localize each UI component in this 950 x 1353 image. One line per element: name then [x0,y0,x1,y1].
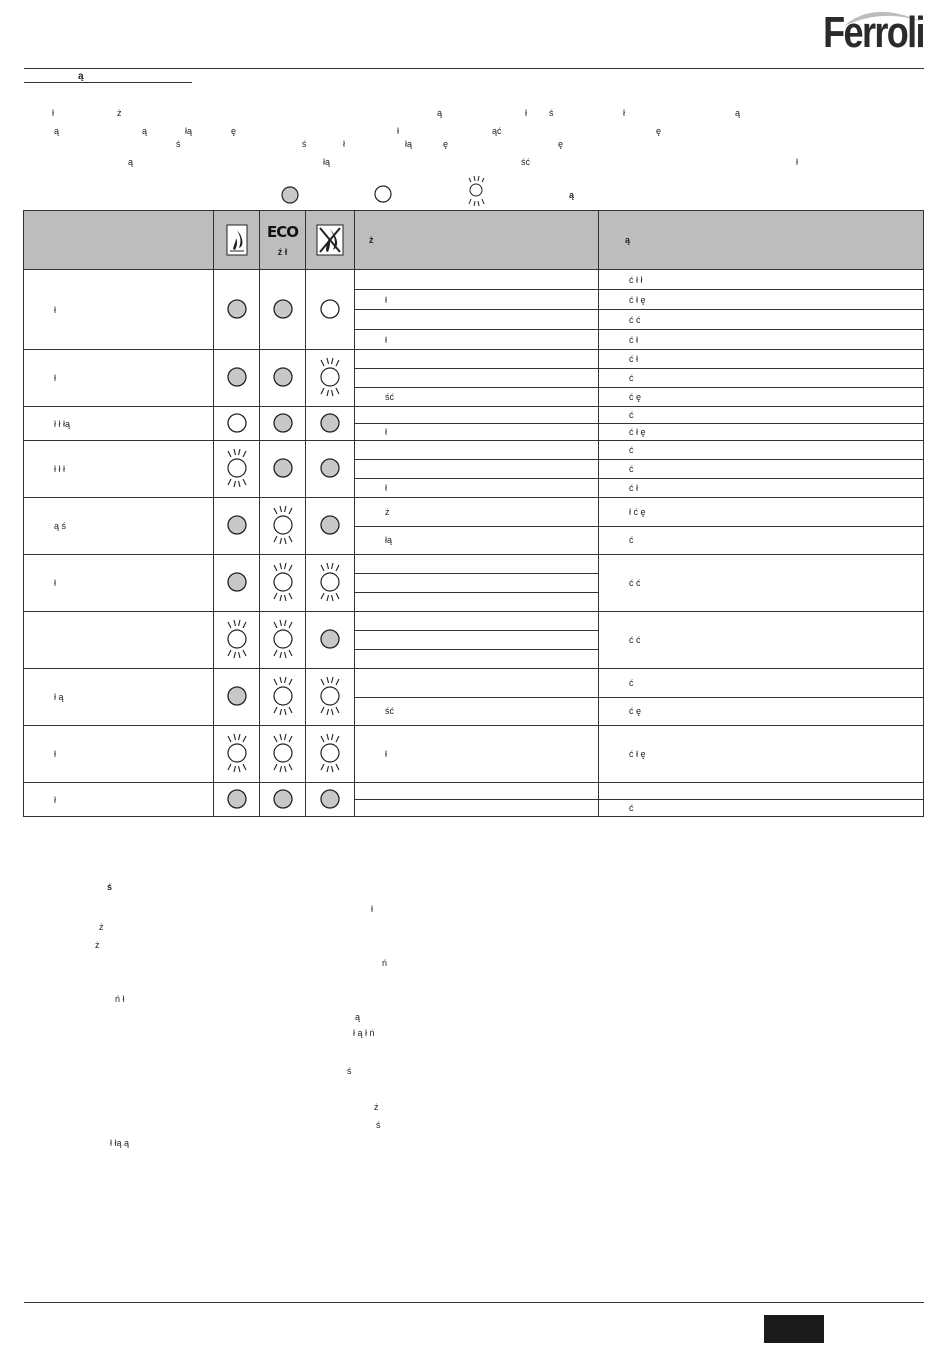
intro-text: ę [231,126,237,136]
lamp-cell [214,350,260,407]
cause-cell [355,290,599,310]
remedy-text: ć ł [629,354,638,364]
lamp-cell [214,669,260,726]
remedy-cell [599,369,924,388]
cause-cell [355,800,599,817]
cause-cell [355,612,599,631]
lamp-on-icon [272,298,294,320]
cause-text: ł [385,483,387,493]
intro-text: ąć [492,126,502,136]
cause-cell [355,369,599,388]
remedy-cell [599,441,924,460]
fault-description-text: ł [54,578,56,588]
cause-text [355,803,385,813]
cause-text [355,654,385,664]
intro-text: ą [142,126,148,136]
lamp-on-icon [226,298,248,320]
remedy-cell [599,270,924,290]
lamp-blink-icon [223,448,251,488]
notes-text: ą [355,1012,361,1022]
remedy-cell [599,697,924,726]
remedy-cell [599,290,924,310]
cause-cell [355,669,599,698]
intro-text: ś [176,139,181,149]
lamp-on-icon [280,185,300,205]
lamp-cell [260,270,306,350]
header-heating [214,211,260,270]
page-number-box [764,1315,824,1343]
lamp-cell [260,783,306,817]
fault-description-text [24,635,54,645]
fault-description [24,270,214,350]
cause-text [355,445,385,455]
remedy-text: ć ł ę [629,294,646,305]
remedy-text: ć ł [629,334,638,345]
table-row [24,783,924,800]
eco-sub-label: ź ł [277,247,288,257]
lamp-cell [306,669,355,726]
cause-text [355,464,385,474]
lamp-blink-icon [223,619,251,659]
intro-text: ą [54,126,60,136]
lamp-on-icon [319,457,341,479]
cause-cell [355,726,599,783]
cause-text: łą [385,535,393,546]
fault-description [24,407,214,441]
remedy-cell [599,612,924,669]
table-row [24,441,924,460]
cause-cell [355,574,599,593]
fault-description [24,441,214,498]
remedy-text: ć [629,535,634,546]
header-rule [24,68,924,69]
cause-cell [355,407,599,424]
header-flame-off [306,211,355,270]
lamp-on-icon [226,788,248,810]
cause-text [355,354,385,364]
notes-text: ł [371,904,373,914]
remedy-cell [599,555,924,612]
lamp-on-icon [272,412,294,434]
table-row [24,612,924,631]
lamp-blink-icon [316,357,344,397]
remedy-cell [599,350,924,369]
fault-description-text: ł [54,749,56,759]
lamp-on-icon [319,788,341,810]
remedy-text: ł ć ę [629,506,646,517]
cause-text [355,578,385,588]
intro-text: ę [558,139,564,149]
lamp-cell [306,498,355,555]
intro-text: ś [549,108,554,118]
lamp-on-icon [226,571,248,593]
notes-text: ś [376,1120,381,1130]
remedy-text: ć ć [629,635,641,645]
cause-cell [355,631,599,650]
remedy-cell [599,498,924,527]
remedy-text: ć ł [629,483,638,493]
lamp-cell [214,270,260,350]
remedy-cell [599,800,924,817]
intro-text: ę [656,126,662,136]
cause-cell [355,270,599,290]
cause-cell [355,424,599,441]
cause-text [355,616,385,626]
notes-text: ż [95,940,100,950]
remedy-cell [599,388,924,407]
remedy-text: ć [629,803,634,813]
fault-description-text: ł [54,373,56,383]
ferroli-logo [814,4,924,62]
section-title: ą [78,71,84,82]
intro-text: łą [405,139,413,149]
intro-text: ł [623,108,625,118]
table-row [24,407,924,424]
lamp-cell [306,612,355,669]
cause-cell [355,526,599,555]
cause-cell [355,593,599,612]
remedy-text: ć [629,373,634,383]
notes-text: ń ł [115,994,125,1004]
notes-text: ż [374,1102,379,1112]
intro-text: ę [443,139,449,149]
remedy-cell [599,479,924,498]
notes-text: ż [99,922,104,932]
intro-text: ż [117,108,122,118]
flame-off-icon [316,224,344,256]
lamp-blink-icon [269,733,297,773]
cause-text [355,597,385,607]
intro-text: ś [302,139,307,149]
cause-cell [355,460,599,479]
cause-cell [355,310,599,330]
remedy-cell [599,783,924,800]
lamp-cell [306,407,355,441]
cause-text: ść [385,392,394,402]
footer-rule [24,1302,924,1303]
header-description [24,211,214,270]
cause-text: ł [385,334,387,345]
lamp-on-icon [319,412,341,434]
table-row [24,350,924,369]
lamp-cell [260,350,306,407]
remedy-text [599,786,629,796]
lamp-cell [260,612,306,669]
table-row [24,726,924,783]
remedy-cell [599,460,924,479]
lamp-on-icon [226,514,248,536]
lamp-cell [260,498,306,555]
intro-text: ą [128,157,134,167]
fault-description-text: ł [54,304,56,315]
fault-description-text: ł ł ł [54,464,65,474]
remedy-text: ć [629,410,634,420]
lamp-cell [306,726,355,783]
remedy-text: ć [629,677,634,688]
lamp-cell [214,407,260,441]
cause-text [355,373,385,383]
lamp-blink-icon [269,676,297,716]
lamp-cell [306,350,355,407]
intro-text: łą [185,126,193,136]
lamp-off-icon [373,184,393,204]
header-remedy [599,211,924,270]
cause-text [355,678,385,688]
lamp-blink-icon [316,676,344,716]
intro-text: ł [343,139,345,149]
table-row [24,270,924,290]
lamp-blink-icon [269,505,297,545]
lamp-on-icon [226,366,248,388]
lamp-cell [306,555,355,612]
remedy-cell [599,407,924,424]
remedy-cell [599,310,924,330]
cause-cell [355,555,599,574]
intro-text: ł [52,108,54,118]
lamp-blink-icon [463,175,489,209]
remedy-text: ć ł ł [629,274,643,285]
lamp-blink-icon [316,733,344,773]
lamp-cell [260,669,306,726]
lamp-cell [260,407,306,441]
remedy-text: ć ę [629,706,642,717]
header-eco [260,211,306,270]
cause-cell [355,330,599,350]
fault-description [24,726,214,783]
remedy-text: ć ć [629,578,641,588]
lamp-blink-icon [223,733,251,773]
cause-text [355,410,385,420]
intro-text: ą [437,108,443,118]
remedy-text: ć ł ę [629,427,646,437]
remedy-text: ć [629,464,634,474]
fault-description [24,555,214,612]
lamp-on-icon [319,628,341,650]
cause-cell [355,498,599,527]
fault-description [24,669,214,726]
fault-description [24,612,214,669]
fault-description [24,783,214,817]
notes-text: ń [382,958,388,968]
fault-description-text: ą ś [54,521,67,531]
lamp-cell [214,612,260,669]
intro-text: ł [796,157,798,167]
lamp-cell [214,783,260,817]
table-row [24,669,924,698]
cause-text: ł [385,427,387,437]
remedy-text: ć ł ę [629,749,646,759]
remedy-cell [599,330,924,350]
cause-cell [355,650,599,669]
cause-cell [355,697,599,726]
table-header-row [24,211,924,270]
table-row [24,498,924,527]
lamp-blink-icon [269,562,297,602]
remedy-cell [599,424,924,441]
notes-text: ł ą ł ń [353,1028,375,1038]
lamp-cell [260,555,306,612]
table-row [24,555,924,574]
cause-text: ść [385,706,394,717]
cause-text [355,275,385,285]
fault-description-text: ł ą [54,692,64,702]
cause-cell [355,441,599,460]
lamp-blink-icon [269,619,297,659]
header-remedy-label: ą [625,235,631,245]
fault-description [24,350,214,407]
remedy-cell [599,669,924,698]
fault-description [24,498,214,555]
remedy-text: ć ć [629,314,641,325]
lamp-cell [260,441,306,498]
lamp-on-icon [319,514,341,536]
fault-description-text: ł ł łą [54,418,71,429]
lamp-cell [260,726,306,783]
lamp-on-icon [272,457,294,479]
lamp-cell [306,270,355,350]
remedy-text: ć [629,445,634,455]
intro-text: ł [525,108,527,118]
lamp-cell [214,726,260,783]
cause-text [355,559,385,569]
lamp-on-icon [272,366,294,388]
header-cause [355,211,599,270]
eco-label: ECO [266,223,298,241]
notes-text: ś [347,1066,352,1076]
lamp-on-icon [226,685,248,707]
lamp-cell [306,441,355,498]
lamp-off-icon [226,412,248,434]
notes-text: ł łą ą [110,1138,130,1148]
fault-description-text: ł [54,794,56,805]
cause-text: ż [385,506,390,517]
cause-text [355,635,385,645]
cause-text [355,786,385,796]
section-underline [24,82,192,83]
intro-text: ść [521,157,530,167]
cause-cell [355,388,599,407]
lamp-cell [306,783,355,817]
brand-name: Ferroli [823,8,924,57]
cause-text [355,315,385,325]
cause-cell [355,350,599,369]
remedy-cell [599,526,924,555]
legend-label: ą [569,190,575,200]
header-cause-label: ż [369,235,374,245]
lamp-cell [214,555,260,612]
lamp-cell [214,498,260,555]
diagnostics-table [23,210,924,817]
intro-text: łą [323,157,331,167]
remedy-cell [599,726,924,783]
lamp-off-icon [319,298,341,320]
lamp-blink-icon [316,562,344,602]
lamp-cell [214,441,260,498]
cause-cell [355,783,599,800]
radiator-flame-icon [226,224,248,256]
intro-text: ą [735,108,741,118]
intro-text: ł [397,126,399,136]
notes-heading: ś [107,882,113,892]
remedy-text: ć ę [629,392,642,402]
cause-text: ł [385,749,387,759]
cause-cell [355,479,599,498]
lamp-on-icon [272,788,294,810]
cause-text: ł [385,294,387,305]
